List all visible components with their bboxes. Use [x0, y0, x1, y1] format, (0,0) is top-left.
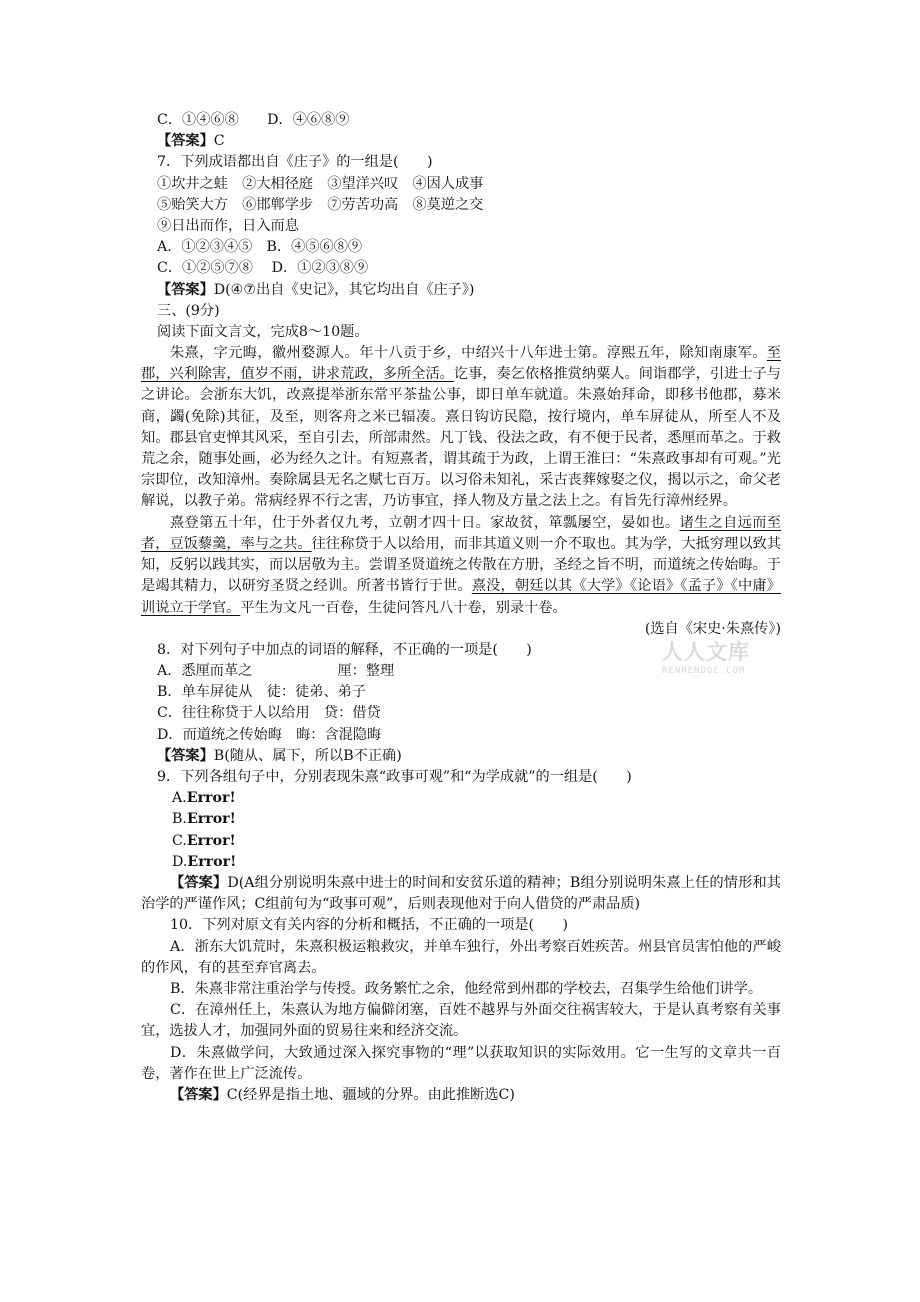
option-letter: D. — [172, 853, 188, 870]
q7-options-cd: C．①②⑤⑦⑧ D．①②③⑧⑨ — [157, 260, 369, 277]
option-letter: B. — [172, 811, 187, 828]
q8-option-d: D．而道统之传始晦 晦：含混隐晦 — [157, 726, 382, 743]
passage-text: 熹登第五十年，仕于外者仅九考，立朝才四十日。家故贫，箪瓢屡空，晏如也。 — [170, 514, 680, 531]
document-page — [141, 110, 781, 1106]
error-text: Error! — [186, 811, 236, 828]
q10-option-d: D．朱熹做学问，大致通过深入探究事物的“理”以获取知识的实际效用。它一生写的文章共一百卷，著作在世上广泛流传。 — [141, 1044, 781, 1082]
q7-answer — [141, 280, 781, 301]
passage-paragraph-2 — [141, 513, 781, 619]
answer-text: D(④⑦出自《史记》，其它均出自《庄子》) — [213, 281, 475, 298]
q9-option-d — [141, 852, 781, 873]
passage-text: 讫事，奏乞依格推赏纳粟人。间诣郡学，引进士子与之讲论。会浙东大饥，改熹提举浙东常平茶盐公事，即日单车就道。朱熹始拜命，即移书他郡，募米商，蠲(免除)其征，及至，则客舟之米已辐凑。熹日钩访民隐，按行境内，单车屏徒从，所至人不及知。郡县官吏惮其风采，至自引去，所部肃然。凡丁钱、役法之政，有不便于民者，悉厘而革之。于救荒之余，随事处画，必为经久之计。有短熹者，谓其疏于为政，上谓王淮曰：“朱熹政事却有可观。”光宗即位，改知漳州。奏除属县无名之赋七百万。以习俗未知礼，采古丧葬嫁娶之仪，揭以示之，命父老解说，以教子弟。常病经界不行之害，乃访事宜，择人物及方量之法上之。有旨先行漳州经界。 — [141, 366, 781, 510]
q8-option-c: C．往往称贷于人以给用 贷：借贷 — [157, 705, 381, 722]
error-text: Error! — [186, 832, 236, 849]
answer-label: 【答案】 — [157, 281, 214, 298]
q9-option-b — [141, 809, 781, 830]
q10-answer — [141, 1085, 781, 1106]
passage-text: 往往称贷于人以给用，而非其道义则一介不取也。其为学，大抵穷理以致其知，反躬以践其实，而以居敬为主。尝谓圣贤道统之传散在方册，圣经之旨不明，而道统之传始晦。于是竭其精力，以研穷圣贤之经训。所著书皆行于世。 — [141, 535, 781, 595]
error-text: Error! — [187, 853, 237, 870]
q7-stem: 7．下列成语都出自《庄子》的一组是( ) — [157, 154, 433, 171]
q6-options-cd: C．①④⑥⑧ D．④⑥⑧⑨ — [157, 112, 350, 128]
underlined-sentence: 熹没，朝廷以其《大学》《论语》《孟子》《中庸》训说立于学官。 — [141, 578, 781, 616]
q8-option-a: A．悉厘而革之 厘：整理 — [157, 663, 395, 680]
watermark-logo-text: 人人文库 — [662, 640, 750, 664]
answer-label: 【答案】 — [170, 1086, 227, 1103]
q10-option-b: B．朱熹非常注重治学与传授。政务繁忙之余，他经常到州郡的学校去，召集学生给他们讲学。 — [170, 980, 763, 997]
q7-idioms-row-3: ⑨日出而作，日入而息 — [157, 217, 299, 234]
option-letter: C. — [172, 832, 187, 849]
answer-label: 【答案】 — [157, 747, 214, 764]
answer-label: 【答案】 — [157, 133, 214, 150]
answer-label: 【答案】 — [170, 874, 228, 891]
answer-text: C — [213, 133, 225, 150]
q9-stem: 9．下列各组句子中，分别表现朱熹“政事可观”和“为学成就”的一组是( ) — [157, 769, 632, 786]
q8-stem: 8．对下列句子中加点的词语的解释，不正确的一项是( ) — [157, 641, 532, 658]
q9-option-a — [141, 788, 781, 809]
option-letter: A. — [172, 790, 187, 807]
reading-instruction: 阅读下面文言文，完成8～10题。 — [157, 323, 369, 340]
underlined-sentence: 至郡，兴利除害，值岁不雨，讲求荒政，多所全活。 — [141, 345, 781, 383]
section-heading: 三、(9分) — [157, 302, 220, 319]
passage-source: (选自《宋史·朱熹传》) — [644, 620, 781, 637]
q10-option-a: A．浙东大饥荒时，朱熹积极运粮救灾，并单车独行，外出考察百姓疾苦。州县官员害怕他的严峻的作风，有的甚至弃官离去。 — [141, 938, 781, 976]
answer-text: D(A组分别说明朱熹中进士的时间和安贫乐道的精神；B组分别说明朱熹上任的情形和其治学的严谨作风；C组前句为“政事可观”，后则表现他对于向人借贷的严肃品质) — [141, 874, 781, 913]
q7-idioms-row-1: ①坎井之蛙 ②大相径庭 ③望洋兴叹 ④因人成事 — [157, 175, 484, 192]
q10-stem: 10．下列对原文有关内容的分析和概括，不正确的一项是( ) — [170, 917, 569, 934]
passage-text: 平生为文凡一百卷，生徒问答凡八十卷，别录十卷。 — [240, 599, 567, 616]
q8-answer — [141, 746, 781, 767]
passage-text: 朱熹，字元晦，徽州婺源人。年十八贡于乡，中绍兴十八年进士第。淳熙五年，除知南康军。 — [170, 345, 767, 362]
q7-options-ab: A．①②③④⑤ B．④⑤⑥⑧⑨ — [157, 239, 363, 256]
answer-text: C(经界是指土地、疆域的分界。由此推断选C) — [226, 1086, 515, 1103]
passage-paragraph-1 — [141, 343, 781, 513]
watermark-url: RENRENDOC.COM — [662, 666, 746, 676]
q7-idioms-row-2: ⑤贻笑大方 ⑥邯郸学步 ⑦劳苦功高 ⑧莫逆之交 — [157, 196, 484, 213]
q10-option-c: C．在漳州任上，朱熹认为地方偏僻闭塞，百姓不越界与外面交往祸害较大，于是认真考察有关事宜，选拔人才，加强同外面的贸易往来和经济交流。 — [141, 1002, 781, 1040]
underlined-sentence: 诸生之自远而至者，豆饭藜羹，率与之共。 — [141, 514, 781, 552]
q9-option-c — [141, 831, 781, 852]
q8-option-b: B．单车屏徒从 徒：徒弟、弟子 — [157, 684, 367, 701]
error-text: Error! — [186, 790, 236, 807]
q9-answer — [141, 873, 781, 915]
q6-answer — [141, 131, 781, 152]
answer-text: B(随从、属下，所以B不正确) — [213, 747, 402, 764]
